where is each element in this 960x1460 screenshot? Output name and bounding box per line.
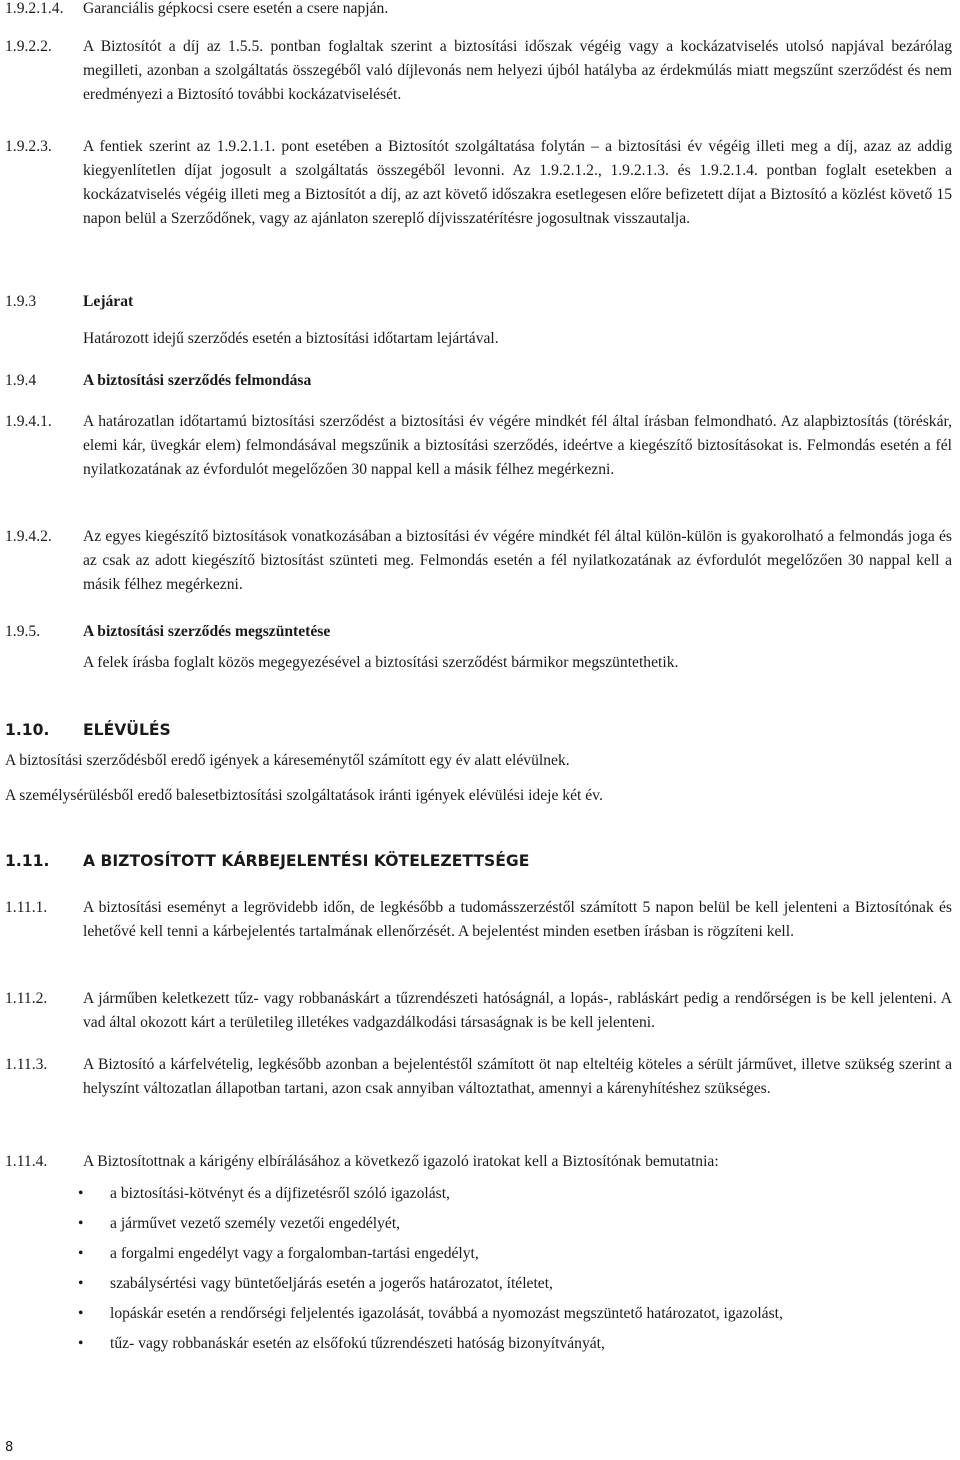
- list-item: [78, 1302, 952, 1326]
- section-title: A BIZTOSÍTOTT KÁRBEJELENTÉSI KÖTELEZETTSÉGE: [83, 852, 530, 870]
- bullet-icon: •: [78, 1215, 84, 1232]
- list-item-text: a járművet vezető személy vezetői engedélyét,: [110, 1215, 401, 1232]
- item-1-11-3: [5, 1053, 952, 1101]
- item-text: Határozott idejű szerződés esetén a biztosítási időtartam lejártával.: [83, 330, 499, 347]
- item-number: 1.9.5.: [5, 623, 41, 640]
- list-item-text: tűz- vagy robbanáskár esetén az elsőfokú tűzrendészeti hatóság bizonyítványát,: [110, 1335, 605, 1352]
- item-title: A biztosítási szerződés felmondása: [83, 372, 312, 389]
- section-title: ELÉVÜLÉS: [83, 721, 171, 739]
- item-number: 1.11.1.: [5, 899, 48, 916]
- item-1-9-3: [5, 290, 952, 351]
- list-item: [78, 1272, 952, 1296]
- list-item-text: a biztosítási-kötvényt és a díjfizetésről szóló igazolást,: [110, 1185, 450, 1202]
- list-item-text: szabálysértési vagy büntetőeljárás esetén a jogerős határozatot, ítéletet,: [110, 1275, 553, 1292]
- item-1-9-4-1: [5, 410, 952, 482]
- item-text: A járműben keletkezett tűz- vagy robbanáskárt a tűzrendészeti hatóságnál, a lopás-, rabláskárt pedig a rendőrségen is be kell jelenteni. A vad által okozott kárt a területileg illetékes vadgazdálkodási társaságnak is be kell jelenteni.: [83, 990, 952, 1031]
- item-number: 1.9.4.1.: [5, 413, 52, 430]
- list-item: [78, 1242, 952, 1266]
- section-number: 1.11.: [5, 852, 50, 870]
- item-1-11-4: [5, 1150, 952, 1174]
- paragraph: A személysérülésből eredő balesetbiztosítási szolgáltatások iránti igények elévülési ideje két év.: [5, 787, 603, 804]
- bullet-icon: •: [78, 1335, 84, 1352]
- item-number: 1.9.3: [5, 293, 37, 310]
- item-number: 1.11.4.: [5, 1153, 48, 1170]
- item-text: A Biztosítottnak a kárigény elbírálásához a következő igazoló iratokat kell a Biztosítónak bemutatnia:: [83, 1153, 719, 1170]
- list-item-text: lopáskár esetén a rendőrségi feljelentés igazolását, továbbá a nyomozást megszüntető határozatot, igazolást,: [110, 1305, 783, 1322]
- page-number: 8: [5, 1440, 14, 1455]
- bullet-icon: •: [78, 1185, 84, 1202]
- list-item: [78, 1212, 952, 1236]
- item-title: A biztosítási szerződés megszüntetése: [83, 623, 331, 640]
- item-text: A Biztosító a kárfelvételig, legkésőbb azonban a bejelentéstől számított öt nap elteltéig köteles a sérült járművet, illetve szükség szerint a helyszínt változatlan állapotban tartani, azon csak annyiban változtathat, amennyi a kárenyhítéshez szükséges.: [83, 1056, 952, 1097]
- item-1-11-2: [5, 987, 952, 1035]
- item-text: A határozatlan időtartamú biztosítási szerződést a biztosítási év végére mindkét fél által írásban felmondható. Az alapbiztosítás (töréskár, elemi kár, üvegkár elem) felmondásával megszűnik a biztosítási szerződés, ideértve a kiegészítő biztosításokat is. Felmondás esetén a fél nyilatkozatának az évfordulót megelőzően 30 nappal kell a másik félhez megérkezni.: [83, 413, 952, 478]
- list-item: [78, 1182, 952, 1206]
- list-item: [78, 1332, 952, 1356]
- item-text: A biztosítási eseményt a legrövidebb időn, de legkésőbb a tudomásszerzéstől számított 5 napon belül be kell jelenteni a Biztosítónak és lehetővé kell tenni a kárbejelentés tartalmának ellenőrzését. A bejelentést minden esetben írásban is rögzíteni kell.: [83, 899, 952, 940]
- bullet-icon: •: [78, 1245, 84, 1262]
- item-number: 1.11.2.: [5, 990, 48, 1007]
- item-1-9-5: [5, 620, 952, 675]
- item-1-9-4: [5, 369, 952, 393]
- item-number: 1.9.4.2.: [5, 528, 52, 545]
- bullet-icon: •: [78, 1275, 84, 1292]
- item-1-9-2-2: [5, 35, 952, 107]
- section-number: 1.10.: [5, 721, 50, 739]
- item-text: A Biztosítót a díj az 1.5.5. pontban foglaltak szerint a biztosítási időszak végéig vagy a kockázatviselés utolsó napjával bezárólag megilleti, azonban a szolgáltatás összegéből való díjlevonás nem helyezi újból hatályba az érdekmúlás miatt megszűnt szerződést és nem eredményezi a Biztosító további kockázatviselését.: [83, 38, 952, 103]
- item-text: A felek írásba foglalt közös megegyezésével a biztosítási szerződést bármikor megszüntethetik.: [83, 654, 679, 671]
- item-1-11-1: [5, 896, 952, 944]
- item-text: A fentiek szerint az 1.9.2.1.1. pont esetében a Biztosítót szolgáltatása folytán – a biztosítási év végéig illeti meg a díj, azaz az addig kiegyenlítetlen díjat jogosult a szolgáltatás összegéből levonni. Az 1.9.2.1.2., 1.9.2.1.3. és 1.9.2.1.4. pontban foglalt esetekben a kockázatviselés végéig illeti meg a Biztosítót a díj, az azt követő időszakra esetlegesen előre befizetett díjat a Biztosító a közlést követő 15 napon belül a Szerződőnek, vagy az ajánlaton szereplő díjvisszatérítésre jogosultnak visszautalja.: [83, 138, 952, 227]
- item-1-9-2-3: [5, 135, 952, 231]
- paragraph: A biztosítási szerződésből eredő igények a káreseménytől számított egy év alatt elévülnek.: [5, 752, 570, 769]
- item-number: 1.9.4: [5, 372, 37, 389]
- item-number: 1.11.3.: [5, 1056, 48, 1073]
- item-number: 1.9.2.3.: [5, 138, 52, 155]
- item-number: 1.9.2.1.4.: [5, 0, 64, 17]
- list-item-text: a forgalmi engedélyt vagy a forgalomban-tartási engedélyt,: [110, 1245, 479, 1262]
- bullet-icon: •: [78, 1305, 84, 1322]
- section-heading-1-10: [5, 718, 171, 742]
- item-title: Lejárat: [83, 293, 134, 310]
- item-number: 1.9.2.2.: [5, 38, 52, 55]
- item-1-9-2-1-4: [5, 0, 952, 21]
- item-text: Garanciális gépkocsi csere esetén a csere napján.: [83, 0, 389, 17]
- section-heading-1-11: [5, 849, 529, 873]
- item-1-9-4-2: [5, 525, 952, 597]
- item-text: Az egyes kiegészítő biztosítások vonatkozásában a biztosítási év végére mindkét fél által külön-külön is gyakorolható a felmondás joga és az csak az adott kiegészítő biztosítást szünteti meg. Felmondás esetén a fél nyilatkozatának az évfordulót megelőzően 30 nappal kell a másik félhez megérkezni.: [83, 528, 952, 593]
